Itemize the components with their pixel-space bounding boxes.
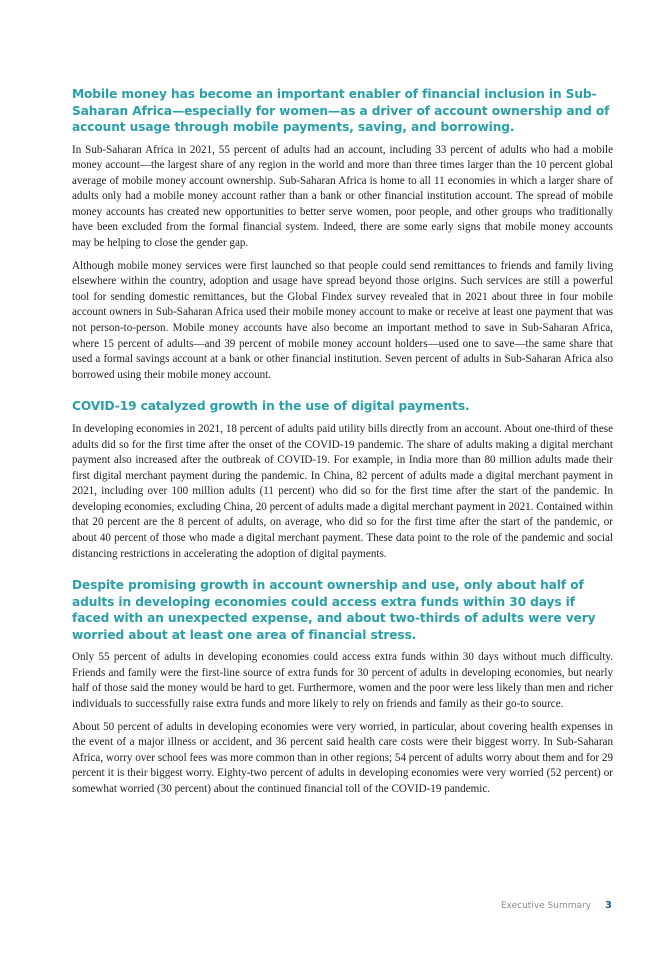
body-paragraph: About 50 percent of adults in developing economies were very worried, in particular, about covering health expenses in the event of a major illness or accident, and 36 percent said health care costs were their biggest worry. In Sub-Saharan Africa, worry over school fees was more common than in other regions; 54 percent of adults worry about them and for 29 percent it is their biggest worry. Eighty-two percent of adults in developing economies were very worried (52 percent) or somewhat worried (30 percent) about the continued financial toll of the COVID-19 pandemic. [72,720,613,795]
body-paragraph: Although mobile money services were first launched so that people could send remittances to friends and family living elsewhere within the country, adoption and usage have spread beyond those origins. Such services are still a powerful tool for sending domestic remittances, but the Global Findex survey revealed that in 2021 about three in four mobile account owners in Sub-Saharan Africa used their mobile money account to make or receive at least one payment that was not person-to-person. Mobile money accounts have also become an important method to save in Sub-Saharan Africa, where 15 percent of adults—and 39 percent of mobile money account holders—used one to save—the same share that used a formal savings account at a bank or other financial institution. Seven percent of adults in Sub-Saharan Africa also borrowed using their mobile money account. [72,259,613,381]
body-paragraph: In Sub-Saharan Africa in 2021, 55 percent of adults had an account, including 33 percent of adults who had a mobile money account—the largest share of any region in the world and more than three times larger than the 10 percent global average of mobile money account ownership. Sub-Saharan Africa is home to all 11 economies in which a larger share of adults only had a mobile money account rather than a bank or other financial institution account. The spread of mobile money accounts has created new opportunities to better serve women, poor people, and other groups who traditionally have been excluded from the formal financial system. Indeed, there are some early signs that mobile money accounts may be helping to close the gender gap. [72,143,613,250]
section-heading: COVID-19 catalyzed growth in the use of digital payments. [72,399,470,414]
section-covid-digital-payments [72,398,613,562]
section-heading: Despite promising growth in account ownership and use, only about half of adults in developing economies could access extra funds within 30 days if faced with an unexpected expense, and about two-thirds of adults were very worried about at least one area of financial stress. [72,578,596,642]
section-heading: Mobile money has become an important enabler of financial inclusion in Sub-Saharan Africa—especially for women—as a driver of account ownership and of account usage through mobile payments, saving, and borrowing. [72,87,610,134]
footer-section-label: Executive Summary [500,901,592,911]
section-mobile-money [72,86,613,383]
body-paragraph: In developing economies in 2021, 18 percent of adults paid utility bills directly from an account. About one-third of these adults did so for the first time after the onset of the COVID-19 pandemic. The share of adults making a digital merchant payment also increased after the outbreak of COVID-19. For example, in India more than 80 million adults made their first digital merchant payment during the pandemic. In China, 82 percent of adults made a digital merchant payment in 2021, including over 100 million adults (11 percent) who did so for the first time after the start of the pandemic. In developing economies, excluding China, 20 percent of adults made a digital merchant payment in 2021. Contained within that 20 percent are the 8 percent of adults, on average, who did so for the first time after the start of the pandemic, or about 40 percent of those who made a digital merchant payment. These data point to the role of the pandemic and social distancing restrictions in accelerating the adoption of digital payments. [72,422,613,560]
section-financial-resilience [72,577,613,797]
document-body [72,86,613,813]
page-number: 3 [605,900,612,911]
page-footer [501,900,612,911]
body-paragraph: Only 55 percent of adults in developing economies could access extra funds within 30 days without much difficulty. Friends and family were the first-line source of extra funds for 30 percent of adults in developing economies, but nearly half of those said the money would be hard to get. Furthermore, women and the poor were less likely than men and richer individuals to successfully raise extra funds and more likely to rely on friends and family as their go-to source. [72,651,613,711]
